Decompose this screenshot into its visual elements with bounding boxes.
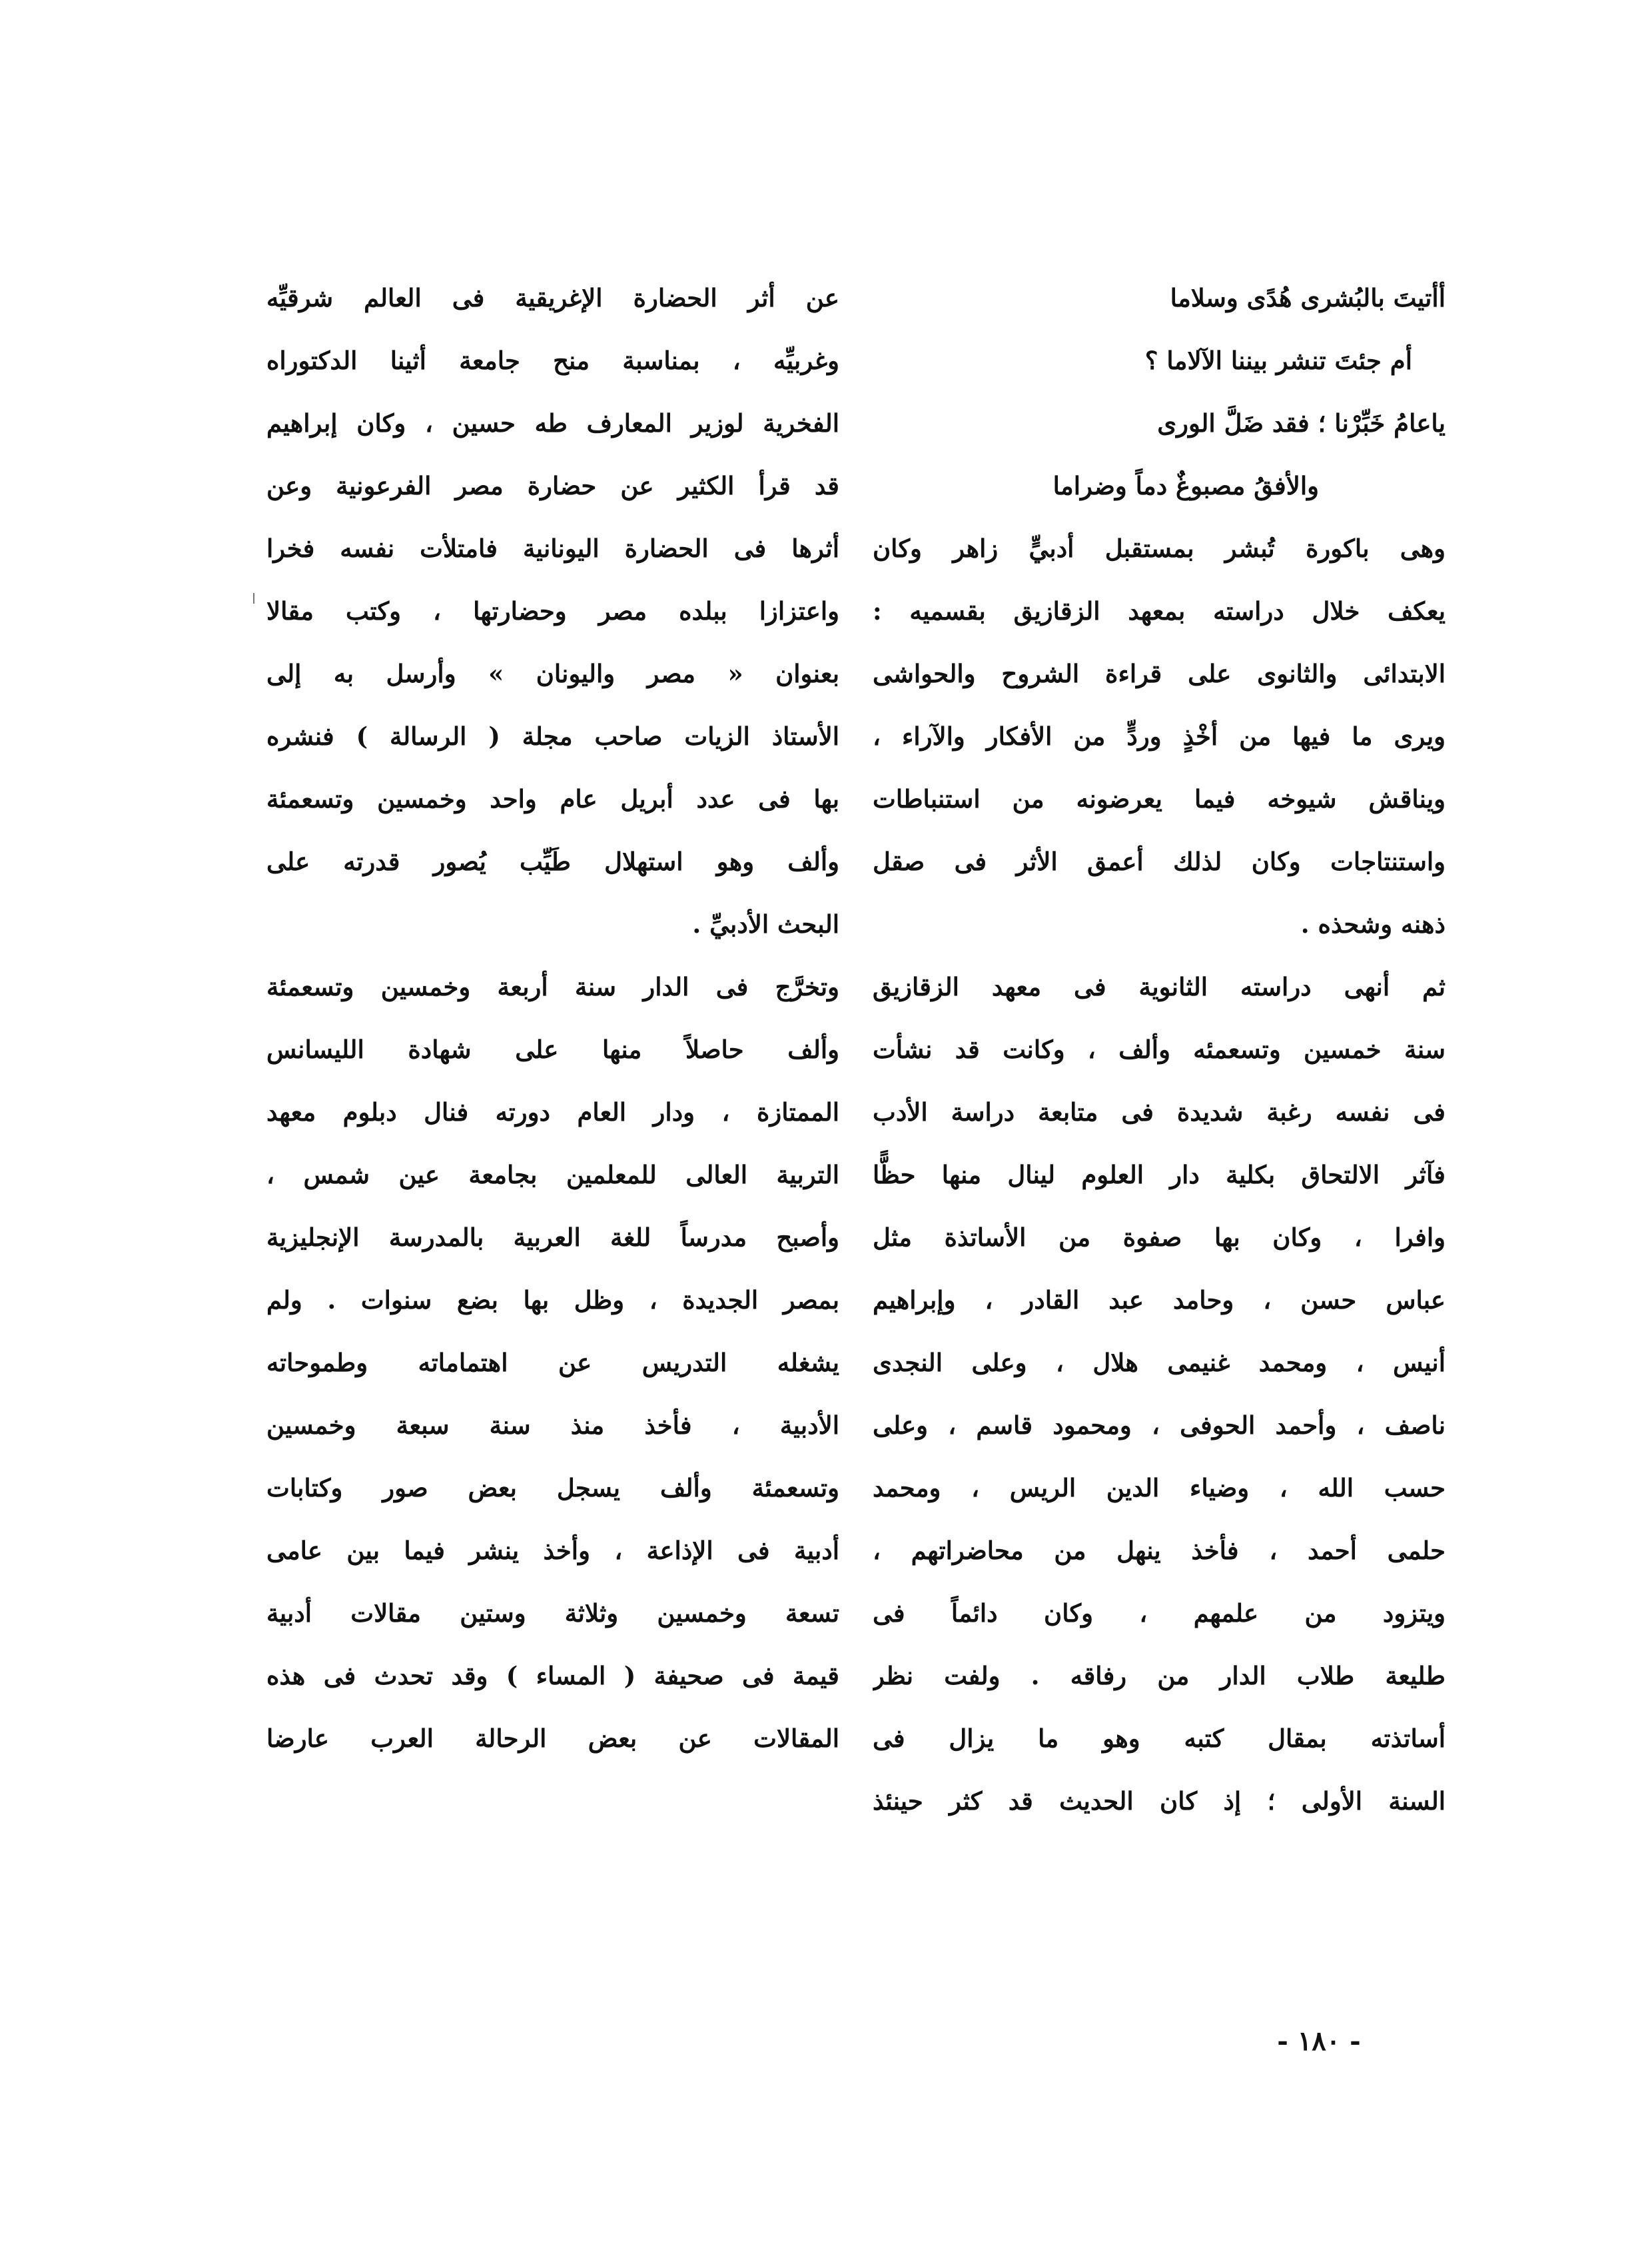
verse: أم جئتَ تنشر بيننا الآلاما ؟ [1144, 346, 1412, 375]
scan-mark [253, 593, 254, 604]
text-line: أدبية فى الإذاعة ، وأخذ ينشر فيما بين عامى [266, 1536, 839, 1565]
verse: ياعامُ خَبِّرْنا ؛ فقد ضَلَّ الورى [1157, 408, 1446, 438]
text-line: المقالات عن بعض الرحالة العرب عارضا [266, 1724, 839, 1753]
text-line: البحث الأدبيِّ . [692, 909, 839, 939]
verse: والأفقُ مصبوغٌ دماً وضراما [1052, 471, 1319, 500]
text-line: قد قرأ الكثير عن حضارة مصر الفرعونية وعن [266, 471, 839, 500]
text-line: فآثر الالتحاق بكلية دار العلوم لينال منها حظًّا [873, 1160, 1446, 1189]
text-line: واستنتاجات وكان لذلك أعمق الأثر فى صقل [873, 847, 1446, 876]
text-line: عن أثر الحضارة الإغريقية فى العالم شرقيِّه [266, 283, 839, 312]
text-line: يعكف خلال دراسته بمعهد الزقازيق بقسميه : [873, 596, 1446, 626]
text-line: قيمة فى صحيفة ( المساء ) وقد تحدث فى هذه [266, 1661, 839, 1690]
page-number: - ١٨٠ - [1277, 2025, 1361, 2057]
text-line: طليعة طلاب الدار من رفاقه . ولفت نظر [873, 1661, 1446, 1690]
text-line: وتسعمئة وألف يسجل بعض صور وكتابات [266, 1473, 839, 1502]
text-line: ويتزود من علمهم ، وكان دائماً فى [873, 1598, 1446, 1628]
text-line: بعنوان « مصر واليونان » وأرسل به إلى [266, 659, 839, 688]
paragraph [873, 955, 1446, 1832]
text-line: يشغله التدريس عن اهتماماته وطموحاته [266, 1348, 839, 1377]
text-line: بمصر الجديدة ، وظل بها بضع سنوات . ولم [266, 1285, 839, 1315]
verse: أأتيتَ بالبُشرى هُدًى وسلاما [1170, 283, 1446, 312]
text-line: حلمى أحمد ، فأخذ ينهل من محاضراتهم ، [873, 1536, 1446, 1565]
text-line: وهى باكورة تُبشر بمستقبل أدبيٍّ زاهر وكان [873, 534, 1446, 563]
text-line: حسب الله ، وضياء الدين الريس ، ومحمد [873, 1473, 1446, 1502]
paragraph [266, 955, 839, 1770]
text-line: أنيس ، ومحمد غنيمى هلال ، وعلى النجدى [873, 1348, 1446, 1377]
text-line: وألف وهو استهلال طَيِّب يُصور قدرته على [266, 847, 839, 876]
text-line: الابتدائى والثانوى على قراءة الشروح والحواشى [873, 659, 1446, 688]
text-line: عباس حسن ، وحامد عبد القادر ، وإبراهيم [873, 1285, 1446, 1315]
text-line: ويناقش شيوخه فيما يعرضونه من استنباطات [873, 784, 1446, 814]
text-line: وتخرَّج فى الدار سنة أربعة وخمسين وتسعمئة [266, 972, 839, 1001]
text-line: الأدبية ، فأخذ منذ سنة سبعة وخمسين [266, 1411, 839, 1440]
text-line: تسعة وخمسين وثلاثة وستين مقالات أدبية [266, 1598, 839, 1628]
text-line: أساتذته بمقال كتبه وهو ما يزال فى [873, 1724, 1446, 1753]
text-line: بها فى عدد أبريل عام واحد وخمسين وتسعمئة [266, 784, 839, 814]
paragraph [266, 267, 839, 955]
text-line: وغربيِّه ، بمناسبة منح جامعة أثينا الدكتوراه [266, 346, 839, 375]
text-line: الأستاذ الزيات صاحب مجلة ( الرسالة ) فنشره [266, 722, 839, 751]
text-line: التربية العالى للمعلمين بجامعة عين شمس ، [266, 1160, 839, 1189]
text-line: الممتازة ، ودار العام دورته فنال دبلوم معهد [266, 1097, 839, 1127]
text-line: ويرى ما فيها من أخْذٍ وردٍّ من الأفكار والآراء ، [873, 722, 1446, 751]
right-column [873, 267, 1446, 1832]
text-line: وأصبح مدرساً للغة العربية بالمدرسة الإنجليزية [266, 1223, 839, 1252]
text-line: ذهنه وشحذه . [1300, 909, 1446, 939]
text-line: أثرها فى الحضارة اليونانية فامتلأت نفسه فخرا [266, 534, 839, 563]
left-column [266, 267, 839, 1770]
text-line: وألف حاصلاً منها على شهادة الليسانس [266, 1035, 839, 1064]
text-line: سنة خمسين وتسعمئه وألف ، وكانت قد نشأت [873, 1035, 1446, 1064]
text-line: وافرا ، وكان بها صفوة من الأساتذة مثل [873, 1223, 1446, 1252]
text-line: واعتزازا ببلده مصر وحضارتها ، وكتب مقالا [266, 596, 839, 626]
text-line: ناصف ، وأحمد الحوفى ، ومحمود قاسم ، وعلى [873, 1411, 1446, 1440]
paragraph [873, 517, 1446, 955]
text-line: فى نفسه رغبة شديدة فى متابعة دراسة الأدب [873, 1097, 1446, 1127]
text-line: السنة الأولى ؛ إذ كان الحديث قد كثر حينئذ [873, 1786, 1446, 1816]
text-line: الفخرية لوزير المعارف طه حسين ، وكان إبراهيم [266, 408, 839, 438]
text-line: ثم أنهى دراسته الثانوية فى معهد الزقازيق [873, 972, 1446, 1001]
poem [873, 267, 1446, 517]
